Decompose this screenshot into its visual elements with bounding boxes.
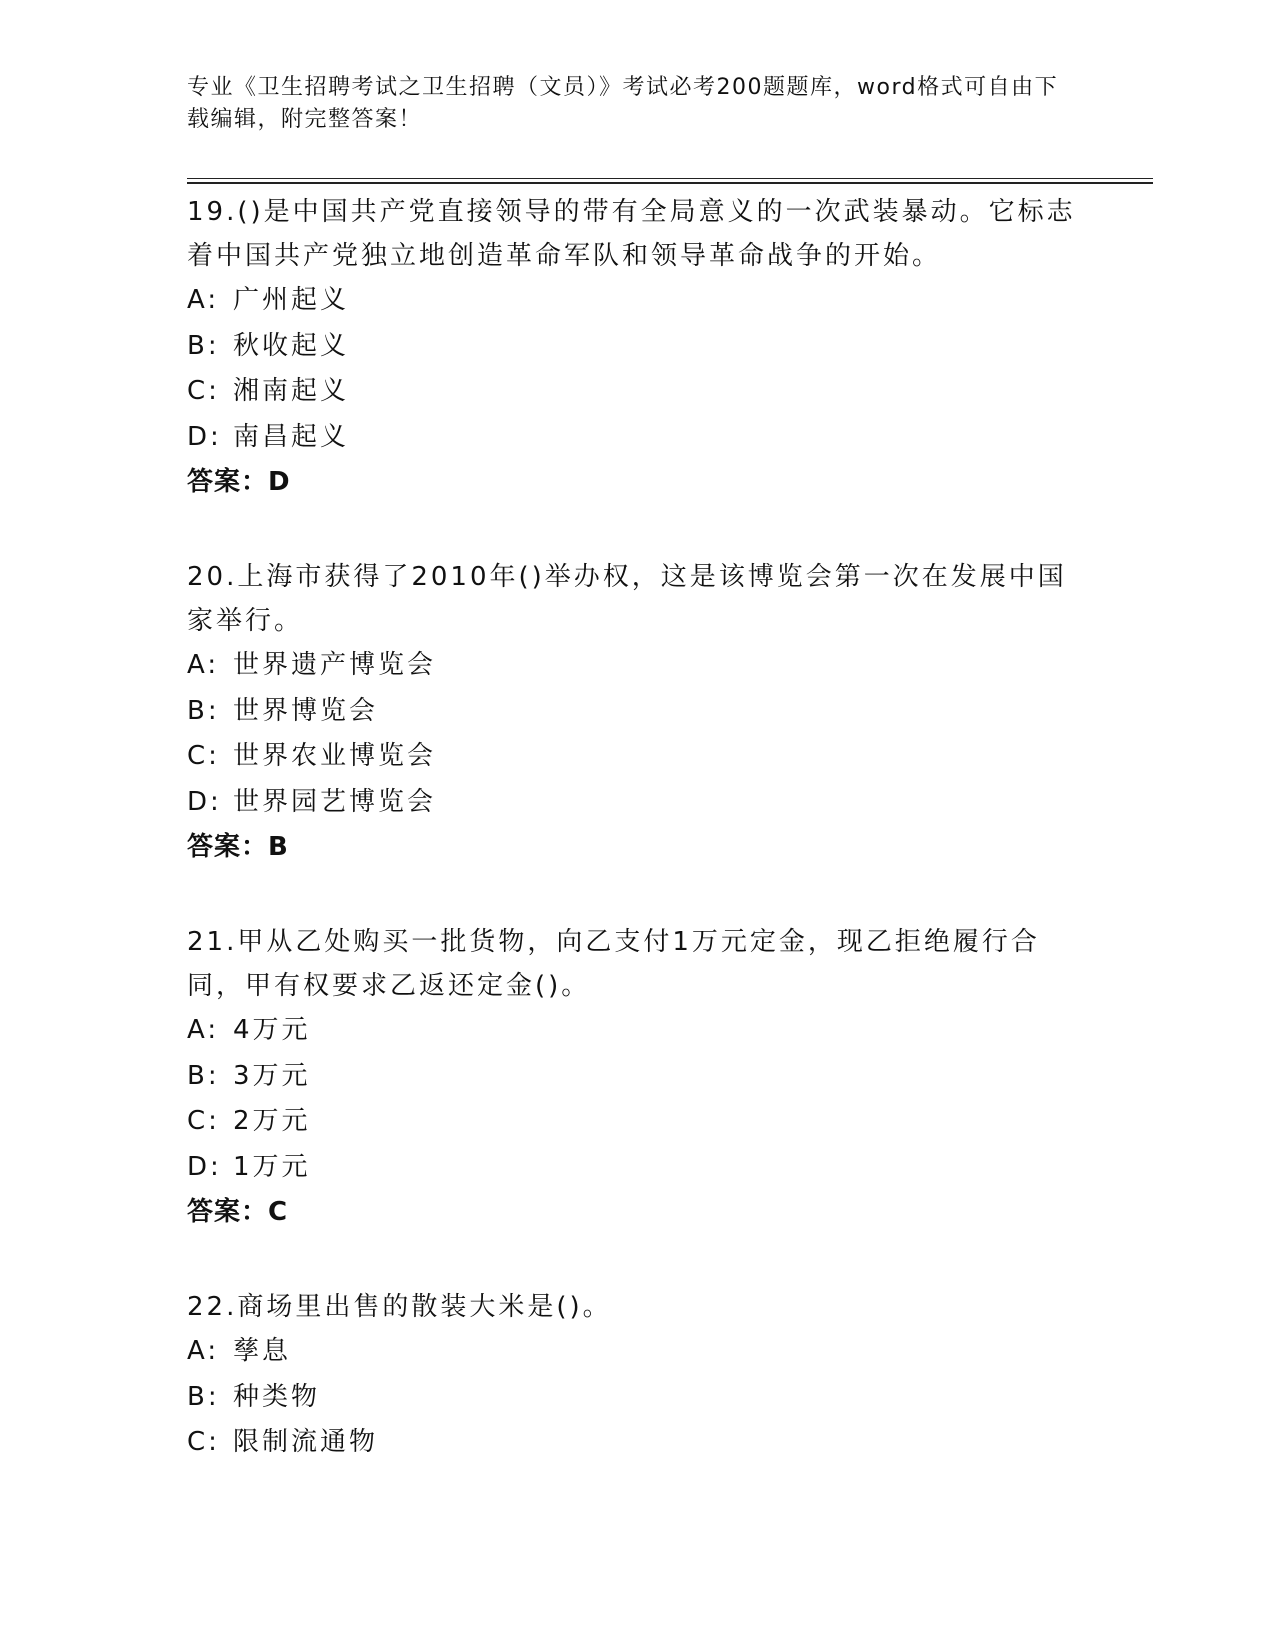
option-text: 广州起义: [233, 285, 350, 315]
question-20: [187, 555, 1087, 871]
option-letter: C:: [187, 1106, 220, 1136]
option-a: [187, 278, 1087, 324]
option-a: [187, 643, 1087, 689]
question-stem: 20.上海市获得了2010年()举办权，这是该博览会第一次在发展中国家举行。: [187, 562, 1067, 636]
option-letter: A:: [187, 1336, 220, 1366]
document-header: 专业《卫生招聘考试之卫生招聘（文员）》考试必考200题题库，word格式可自由下载编辑，附完整答案！: [187, 75, 1059, 132]
option-a: [187, 1008, 1087, 1054]
option-b: [187, 1375, 1087, 1421]
header-divider-thick: [187, 182, 1153, 184]
option-d: [187, 780, 1087, 826]
question-stem: 19.()是中国共产党直接领导的带有全局意义的一次武装暴动。它标志着中国共产党独立地创造革命军队和领导革命战争的开始。: [187, 197, 1076, 271]
option-letter: C:: [187, 1427, 220, 1457]
option-c: [187, 1420, 1087, 1466]
option-b: [187, 1054, 1087, 1100]
option-text: 世界遗产博览会: [233, 650, 437, 680]
option-letter: C:: [187, 741, 220, 771]
option-letter: D:: [187, 421, 222, 452]
question-19: [187, 190, 1087, 506]
option-text: 4万元: [233, 1015, 311, 1045]
option-letter: B:: [187, 330, 220, 361]
option-text: 3万元: [233, 1060, 311, 1091]
answer-line: 答案：B: [187, 832, 289, 862]
option-letter: B:: [187, 695, 220, 726]
option-b: [187, 324, 1087, 370]
option-letter: D:: [187, 1151, 222, 1182]
option-letter: C:: [187, 376, 220, 406]
option-c: [187, 369, 1087, 415]
option-a: [187, 1329, 1087, 1375]
option-letter: B:: [187, 1381, 220, 1412]
option-c: [187, 734, 1087, 780]
option-c: [187, 1099, 1087, 1145]
option-b: [187, 689, 1087, 735]
option-text: 湘南起义: [233, 376, 350, 406]
option-text: 种类物: [233, 1381, 321, 1412]
option-text: 南昌起义: [233, 421, 350, 452]
option-text: 1万元: [233, 1151, 311, 1182]
option-text: 世界园艺博览会: [233, 786, 437, 817]
option-letter: B:: [187, 1060, 220, 1091]
header-divider-thin: [187, 178, 1153, 179]
question-21: [187, 920, 1087, 1236]
question-stem: 21.甲从乙处购买一批货物，向乙支付1万元定金，现乙拒绝履行合同，甲有权要求乙返还定金()。: [187, 927, 1040, 1001]
option-letter: D:: [187, 786, 222, 817]
option-text: 秋收起义: [233, 330, 350, 361]
option-d: [187, 1145, 1087, 1191]
question-22: [187, 1285, 1087, 1466]
answer-line: 答案：D: [187, 467, 291, 497]
option-letter: A:: [187, 285, 220, 315]
option-text: 2万元: [233, 1106, 311, 1136]
option-text: 限制流通物: [233, 1427, 379, 1457]
option-text: 世界博览会: [233, 695, 379, 726]
option-text: 孳息: [233, 1336, 292, 1366]
question-stem: 22.商场里出售的散装大米是()。: [187, 1292, 612, 1322]
answer-line: 答案：C: [187, 1197, 289, 1227]
option-letter: A:: [187, 1015, 220, 1045]
option-letter: A:: [187, 650, 220, 680]
option-d: [187, 415, 1087, 461]
option-text: 世界农业博览会: [233, 741, 437, 771]
